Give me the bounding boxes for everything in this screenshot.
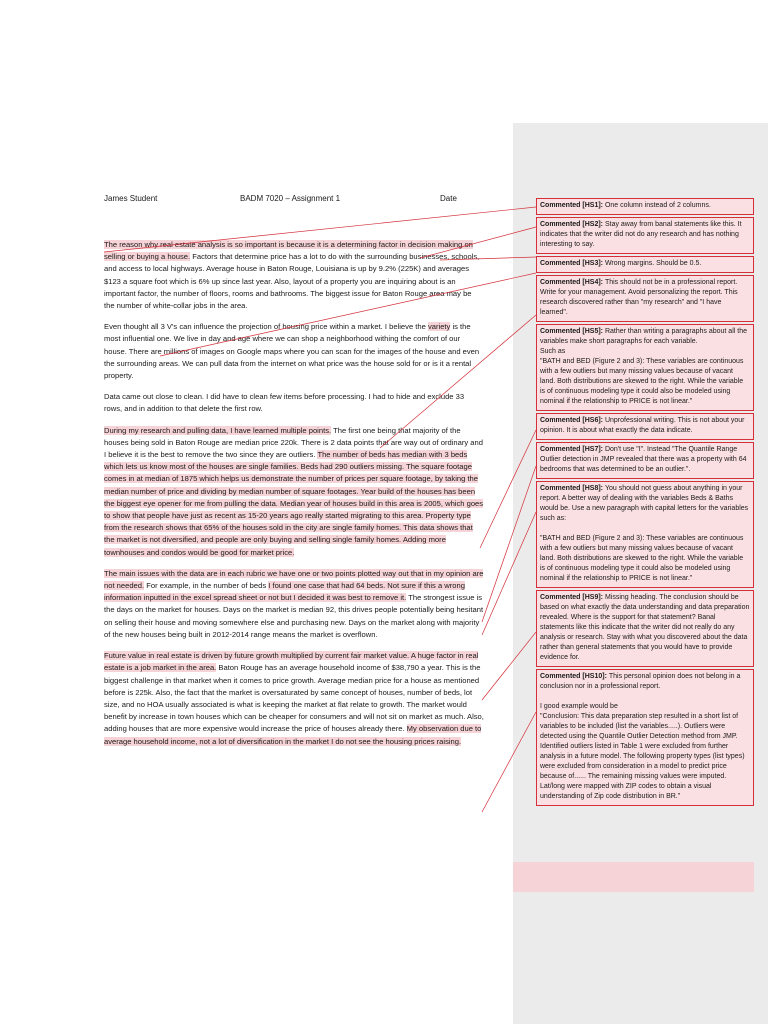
paragraph-text: The strongest issue is the days on the market for houses. Days on the market is median 92, this drives people potentially being hesitant on selling their house and moving somewhere else and purchasing new. Days on the market along with majority of the new houses being built in 2012-2014 range means the market is overflown. xyxy=(104,593,484,639)
comment-balloon[interactable] xyxy=(536,217,754,254)
comment-text: This should not be in a professional report. Write for your management. Avoid personalizing the report. This research discovered rather than "my research" and "I have learned". xyxy=(540,279,738,316)
highlighted-text: variety xyxy=(427,322,451,332)
comment-label: Commented [HS5]: xyxy=(540,328,605,335)
highlighted-text: The number of beds has median with 3 beds which lets us know most of the houses are single families. Beds had 290 outliers missing. The square footage comes in at median of 1875 which helps us demonstrate the number of prices per square footage, by taking the median number of price and dividing by median number of square footages. Year build of the houses has been the biggest eye opener for me from pulling the data. Median year of houses build in this area is 2005, which goes to show that people have just as recent as 15-20 years ago really started migrating to this area. Property type from the research shows that 65% of the houses sold in the city are single family homes. This data shows that the market is not diversified, and people are only buying and selling single family homes. Adding more townhouses and condos would be good for market price. xyxy=(104,450,484,557)
comments-list xyxy=(536,198,754,808)
comment-label: Commented [HS3]: xyxy=(540,260,605,267)
comment-label: Commented [HS4]: xyxy=(540,279,605,286)
comment-label: Commented [HS8]: xyxy=(540,485,605,492)
comment-text: Wrong margins. Should be 0.5. xyxy=(604,260,702,267)
paragraph-text: The first one being that majority of the houses being sold in Baton Rouge are median price 220k. There is 2 data points that are way out of ordinary and I believe it is the best to remove the two since they are outliers. xyxy=(104,425,483,460)
paragraph-text: Baton Rouge has an average household income of $38,790 a year. This is the biggest challenge in that market when it comes to price growth. Average median price for a house as mentioned before is 225k. Also, the fact that the market is oversaturated by same concept of houses, number of beds, lot size, and no HOA usually associated is what is keeping the market at flat relate to growth. The market would benefit by increase in town houses which can be cheaper for consumers and will not sit on market as much. Also, adding houses that are more expensive would increase the price of houses already there. xyxy=(104,663,484,734)
highlighted-text: Future value in real estate is driven by future growth multiplied by current fair market value. A huge factor in real estate is a job market in the area. xyxy=(104,651,479,673)
comment-label: Commented [HS10]: xyxy=(540,673,609,680)
comment-text: Such as xyxy=(540,348,566,355)
highlighted-text: one case that had 64 beds. Not sure if this a wrong information inputted in the excel spread sheet or not but I decided it was best to remove it. xyxy=(104,581,465,603)
comment-balloon[interactable] xyxy=(536,413,754,440)
comment-balloon[interactable] xyxy=(536,669,754,806)
comment-text: "Conclusion: This data preparation step resulted in a short list of variables to be included (list the variables.....). Outliers were detected using the Quantile Outlier Detection method from JMP. Identified outliers listed in Table 1 were excluded from further analysis in a future model. The following property types (list types) were excluded from consideration in a model to predict price because of...... The remaining missing values were imputed. Lat/long were mapped with ZIP codes to obtain a visual understanding of Zip code distribution in BR." xyxy=(540,713,747,800)
comment-text xyxy=(540,524,750,534)
highlighted-text: The reason why real estate analysis is so important is because it is a determining factor in decision making on selling or buying a house. xyxy=(104,240,473,262)
comment-balloon[interactable] xyxy=(536,481,754,588)
paragraph-text: For example, in the number of beds xyxy=(144,581,269,591)
body-paragraph xyxy=(104,239,484,312)
comment-trail-shading xyxy=(513,862,754,892)
course-title: BADM 7020 – Assignment 1 xyxy=(240,194,341,203)
comment-text: Rather than writing a paragraphs about all the variables make short paragraphs for each variable. xyxy=(540,328,747,345)
body-paragraph xyxy=(104,650,484,748)
body-paragraph xyxy=(104,321,484,382)
comment-text: You should not guess about anything in your report. A better way of dealing with the variables Beds & Baths would be. Use a new paragraph with capital letters for the variables such as: xyxy=(540,485,749,522)
highlighted-text: The main issues with the data are in each rubric we have one or two points plotted way out that in my opinion are not needed. xyxy=(104,568,484,591)
body-paragraph xyxy=(104,391,484,415)
comment-text: Don't use "I". Instead "The Quantile Range Outlier detection in JMP revealed that there was a property with 64 bedrooms that was determined to be an outlier.". xyxy=(540,446,747,473)
comment-balloon[interactable] xyxy=(536,256,754,273)
paragraph-text: is the most influential one. We live in day and age where we can shop a neighborhood withing the comfort of our house. There are millions of images on Google maps where you can scan for the images of the house and even the surrounding areas. We can pull data from the internet on what price was the house sold for or is it a rental property. xyxy=(104,322,480,381)
comment-label: Commented [HS7]: xyxy=(540,446,605,453)
comment-text: "BATH and BED (Figure 2 and 3): These variables are continuous with a few outliers but many missing values because of vacant land. Both distributions are skewed to the right. While the variable is of continuous modeling type it could also be modeled using nominal if the relationship to PRICE is not linear." xyxy=(540,358,746,405)
paragraph-text: Data came out close to clean. I did have to clean few items before processing. I had to hide and exclude 33 rows, and in addition to that delete the first row. xyxy=(104,392,465,414)
comment-balloon[interactable] xyxy=(536,275,754,322)
comment-label: Commented [HS1]: xyxy=(540,202,605,209)
comment-text xyxy=(540,692,750,702)
comment-text: This personal opinion does not belong in a conclusion nor in a professional report. xyxy=(540,673,741,690)
comment-text: Unprofessional writing. This is not about your opinion. It is about what exactly the data indicate. xyxy=(540,417,745,434)
comment-text: Missing heading. The conclusion should be based on what exactly the data understanding and data preparation revealed. Where is the support for that statement? Banal statements like this indicate that the writer did not really do any analysis or research. Stay with what you discovered about the data rather than general statements that you would have to provide evidence for. xyxy=(540,594,750,661)
comment-text: "BATH and BED (Figure 2 and 3): These variables are continuous with a few outliers but many missing values because of vacant land. Both distributions are skewed to the right. While the variable is of continuous modeling type it could also be modeled using nominal if the relationship to PRICE is not linear." xyxy=(540,535,746,582)
comment-label: Commented [HS6]: xyxy=(540,417,605,424)
comment-text: One column instead of 2 columns. xyxy=(604,202,711,209)
document-body xyxy=(104,239,484,757)
comment-text: I good example would be xyxy=(540,703,618,710)
comment-label: Commented [HS2]: xyxy=(540,221,605,228)
comment-balloon[interactable] xyxy=(536,198,754,215)
paragraph-text: Factors that determine price has a lot to do with the surrounding businesses, schools, and access to local highways. Average house in Baton Rouge, Louisiana is up by 9.2% (225K) and averages $123 a square foot which is 6% up since last year. Also, layout of a property you are inquiring about is an important factor, the number of floors, rooms and bathrooms. The biggest issue for Baton Rouge area may be the number of white-collar jobs in the area. xyxy=(104,252,480,311)
comment-balloon[interactable] xyxy=(536,442,754,479)
highlighted-text: My observation due to average household income, not a lot of diversification in the market I do not see the housing prices raising. xyxy=(104,724,482,746)
body-paragraph xyxy=(104,568,484,641)
highlighted-text: During my research and pulling data, I have learned multiple points. xyxy=(104,425,332,435)
highlighted-text: I found xyxy=(268,581,292,591)
comment-balloon[interactable] xyxy=(536,324,754,411)
comment-text: Stay away from banal statements like this. It indicates that the writer did not do any research and has nothing interesting to say. xyxy=(540,221,742,248)
comment-label: Commented [HS9]: xyxy=(540,594,605,601)
date-label: Date xyxy=(440,194,457,203)
author-name: James Student xyxy=(104,194,158,203)
body-paragraph xyxy=(104,425,484,559)
paragraph-text: Even thought all 3 V's can influence the projection of housing price within a market. I believe the xyxy=(104,322,428,332)
comment-balloon[interactable] xyxy=(536,590,754,667)
